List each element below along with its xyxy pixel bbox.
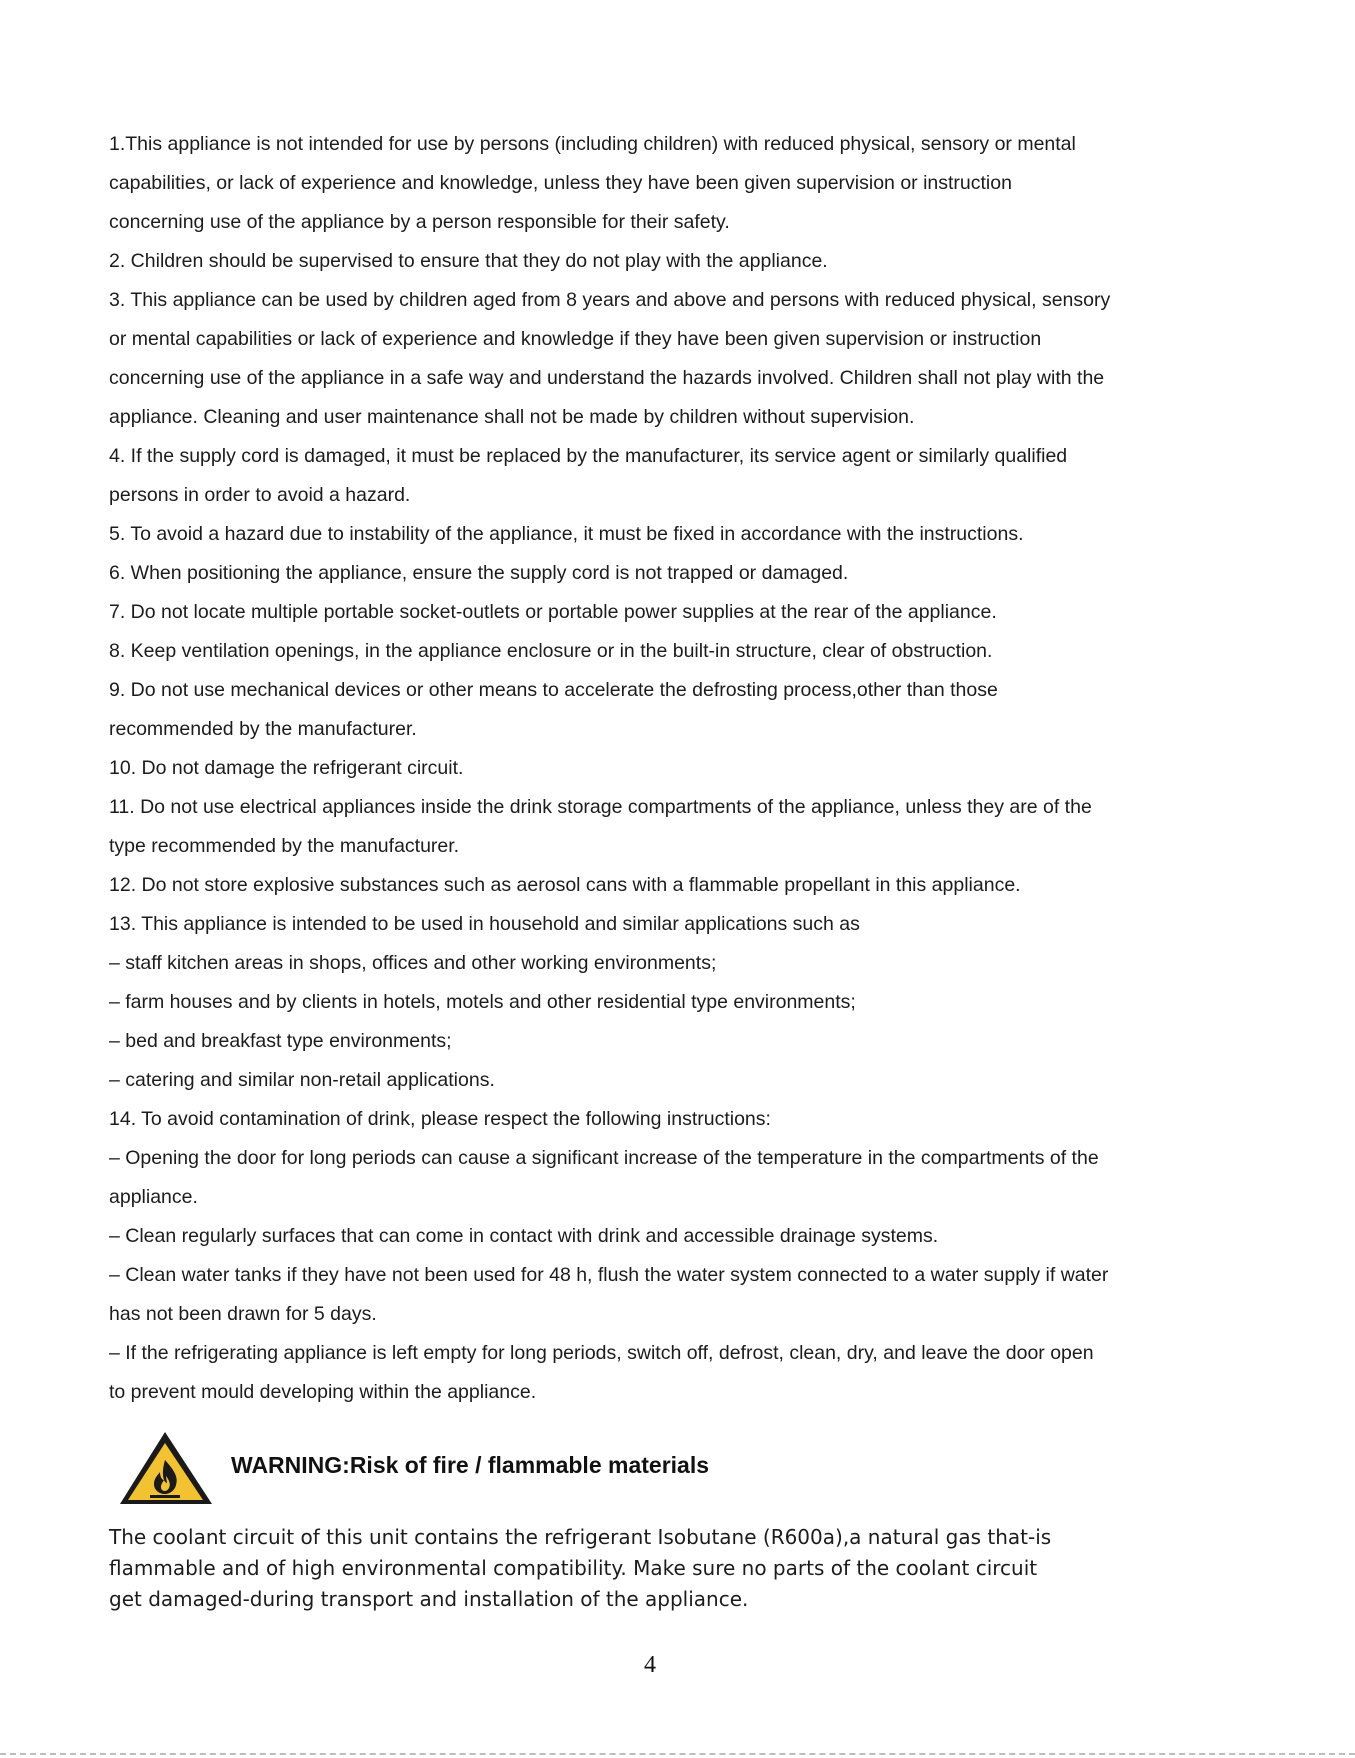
text-line: flammable and of high environmental compatibility. Make sure no parts of the coolant circuit xyxy=(109,1556,1038,1580)
safety-instructions xyxy=(109,125,1259,1412)
coolant-notice xyxy=(109,1522,1259,1615)
text-line: The coolant circuit of this unit contains the refrigerant Isobutane (R600a),a natural gas that-is xyxy=(109,1525,1052,1549)
text-line: 2. Children should be supervised to ensure that they do not play with the appliance. xyxy=(109,250,828,272)
text-line: to prevent mould developing within the appliance. xyxy=(109,1381,537,1403)
text-line: – Clean water tanks if they have not been used for 48 h, flush the water system connected to a water supply if water xyxy=(109,1264,1109,1286)
text-line: recommended by the manufacturer. xyxy=(109,718,417,740)
text-line: 14. To avoid contamination of drink, please respect the following instructions: xyxy=(109,1108,771,1130)
text-line: 11. Do not use electrical appliances inside the drink storage compartments of the appliance, unless they are of the xyxy=(109,796,1092,818)
text-line: concerning use of the appliance by a person responsible for their safety. xyxy=(109,211,730,233)
text-line: – bed and breakfast type environments; xyxy=(109,1030,452,1052)
text-line: persons in order to avoid a hazard. xyxy=(109,484,411,506)
text-line: – Opening the door for long periods can cause a significant increase of the temperature in the compartments of the xyxy=(109,1147,1099,1169)
text-line: concerning use of the appliance in a safe way and understand the hazards involved. Children shall not play with the xyxy=(109,367,1105,389)
flammable-warning-icon xyxy=(118,1430,218,1506)
text-line: has not been drawn for 5 days. xyxy=(109,1303,377,1325)
text-line: 7. Do not locate multiple portable socket-outlets or portable power supplies at the rear of the appliance. xyxy=(109,601,997,623)
text-line: – If the refrigerating appliance is left empty for long periods, switch off, defrost, clean, dry, and leave the door open xyxy=(109,1342,1094,1364)
text-line: 3. This appliance can be used by children aged from 8 years and above and persons with reduced physical, sensory xyxy=(109,289,1111,311)
text-line: 5. To avoid a hazard due to instability of the appliance, it must be fixed in accordance with the instructions. xyxy=(109,523,1024,545)
text-line: – catering and similar non-retail applications. xyxy=(109,1069,495,1091)
text-line: or mental capabilities or lack of experience and knowledge if they have been given supervision or instruction xyxy=(109,328,1042,350)
text-line: 10. Do not damage the refrigerant circuit. xyxy=(109,757,464,779)
text-line: – farm houses and by clients in hotels, motels and other residential type environments; xyxy=(109,991,856,1013)
warning-title: WARNING:Risk of fire / flammable materials xyxy=(231,1452,710,1478)
text-line: – Clean regularly surfaces that can come in contact with drink and accessible drainage systems. xyxy=(109,1225,939,1247)
text-line: capabilities, or lack of experience and knowledge, unless they have been given supervision or instruction xyxy=(109,172,1012,194)
text-line: get damaged-during transport and installation of the appliance. xyxy=(109,1587,749,1611)
text-line: appliance. xyxy=(109,1186,198,1208)
warning-block xyxy=(118,1430,1218,1506)
text-line: 9. Do not use mechanical devices or other means to accelerate the defrosting process,other than those xyxy=(109,679,998,701)
text-line: type recommended by the manufacturer. xyxy=(109,835,460,857)
text-line: appliance. Cleaning and user maintenance shall not be made by children without supervision. xyxy=(109,406,915,428)
text-line: 12. Do not store explosive substances such as aerosol cans with a flammable propellant in this appliance. xyxy=(109,874,1021,896)
page-number: 4 xyxy=(644,1652,656,1678)
text-line: 4. If the supply cord is damaged, it must be replaced by the manufacturer, its service agent or similarly qualified xyxy=(109,445,1068,467)
text-line: 6. When positioning the appliance, ensure the supply cord is not trapped or damaged. xyxy=(109,562,849,584)
page-bottom-divider xyxy=(0,1753,1355,1755)
text-line: 8. Keep ventilation openings, in the appliance enclosure or in the built-in structure, clear of obstruction. xyxy=(109,640,993,662)
text-line: 1.This appliance is not intended for use by persons (including children) with reduced physical, sensory or mental xyxy=(109,133,1076,155)
text-line: – staff kitchen areas in shops, offices and other working environments; xyxy=(109,952,717,974)
text-line: 13. This appliance is intended to be used in household and similar applications such as xyxy=(109,913,860,935)
